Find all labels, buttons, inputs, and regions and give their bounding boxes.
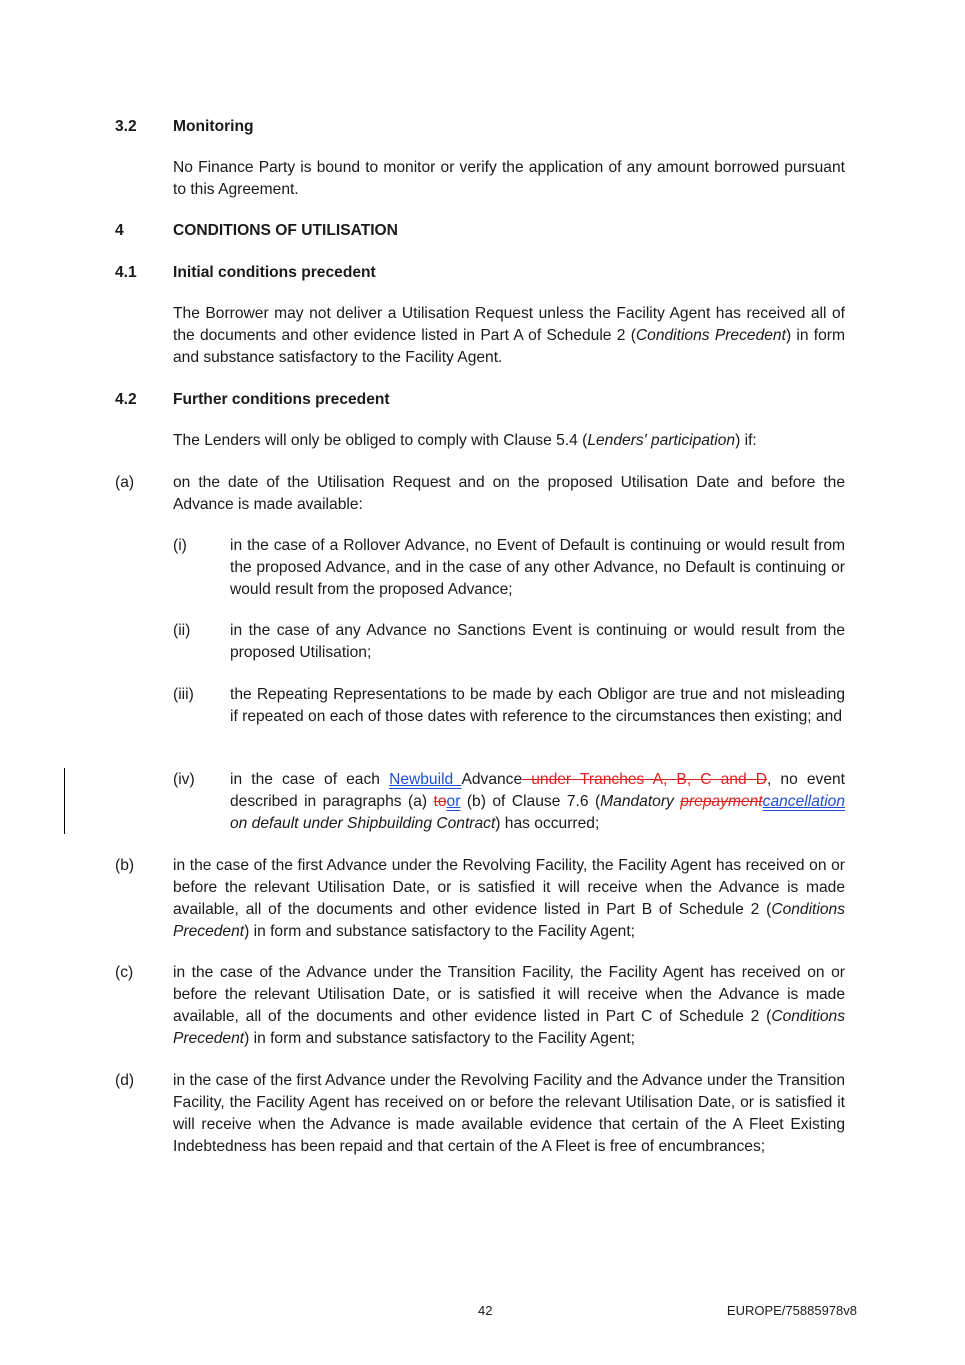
section-4-number: 4 (115, 222, 124, 239)
section-4-title: CONDITIONS OF UTILISATION (173, 222, 398, 239)
item-c-text: in the case of the Advance under the Transition Facility, the Facility Agent has received on or before the relevant Utilisation Date, or is satisfied it will receive when the Advance is made available, all of the documents and other evidence listed in Part C of Schedule 2 (Conditions Precedent) in form and substance satisfactory to the Facility Agent; (173, 964, 845, 1047)
sub-i-text: in the case of a Rollover Advance, no Event of Default is continuing or would result from the proposed Advance, and in the case of any other Advance, no Default is continuing or would result from the proposed Advance; (230, 537, 845, 598)
document-reference: EUROPE/75885978v8 (726, 1303, 857, 1318)
insertion-or: or (446, 793, 461, 810)
section-4-1-number: 4.1 (115, 264, 137, 281)
section-4-2-intro: The Lenders will only be obliged to comply with Clause 5.4 (Lenders' participation) if: (173, 432, 757, 449)
item-c-label: (c) (115, 964, 134, 981)
item-d-text: in the case of the first Advance under the Revolving Facility and the Advance under the Transition Facility, the Facility Agent has received on or before the relevant Utilisation Date, or is satisfied it will receive when the Advance is made available evidence that certain of the A Fleet Existing Indebtedness has been repaid and that certain of the A Fleet is free of encumbrances; (173, 1072, 845, 1155)
sub-iv-text: in the case of each Newbuild Advance under Tranches A, B, C and D, no event described in paragraphs (a) toor (b) of Clause 7.6 (Mandatory prepaymentcancellation on default under Shipbuilding Contract) has occurred; (230, 771, 846, 832)
item-b-label: (b) (115, 857, 135, 874)
page-number: 42 (478, 1303, 493, 1318)
sub-iii-text: the Repeating Representations to be made by each Obligor are true and not misleading if repeated on each of those dates with reference to the circumstances then existing; and (230, 686, 845, 725)
sub-iv-label: (iv) (173, 771, 195, 788)
revision-change-bar (64, 768, 65, 834)
deletion-to: to (433, 793, 447, 810)
sub-iii-label: (iii) (173, 686, 194, 703)
sub-ii-text: in the case of any Advance no Sanctions Event is continuing or would result from the proposed Utilisation; (230, 622, 845, 661)
section-3-2-number: 3.2 (115, 118, 137, 135)
sub-i-label: (i) (173, 537, 187, 554)
item-b-text: in the case of the first Advance under the Revolving Facility, the Facility Agent has received on or before the relevant Utilisation Date, or is satisfied it will receive when the Advance is made available, all of the documents and other evidence listed in Part B of Schedule 2 (Conditions Precedent) in form and substance satisfactory to the Facility Agent; (173, 857, 845, 940)
section-4-1-text: The Borrower may not deliver a Utilisation Request unless the Facility Agent has received all of the documents and other evidence listed in Part A of Schedule 2 (Conditions Precedent) in form and substance satisfactory to the Facility Agent. (173, 305, 845, 366)
deletion-tranches: under Tranches A, B, C and D (522, 771, 767, 788)
item-d-label: (d) (115, 1072, 135, 1089)
section-4-2-title: Further conditions precedent (173, 391, 390, 408)
insertion-cancellation: cancellation (762, 793, 846, 810)
section-3-2-title: Monitoring (173, 118, 254, 135)
item-a-label: (a) (115, 474, 135, 491)
item-a-text: on the date of the Utilisation Request and on the proposed Utilisation Date and before the Advance is made available: (173, 474, 845, 513)
sub-ii-label: (ii) (173, 622, 191, 639)
section-4-2-number: 4.2 (115, 391, 137, 408)
section-4-1-title: Initial conditions precedent (173, 264, 376, 281)
insertion-newbuild: Newbuild (389, 771, 462, 788)
section-3-2-text: No Finance Party is bound to monitor or verify the application of any amount borrowed pursuant to this Agreement. (173, 159, 845, 198)
deletion-prepayment: prepayment (680, 793, 763, 810)
